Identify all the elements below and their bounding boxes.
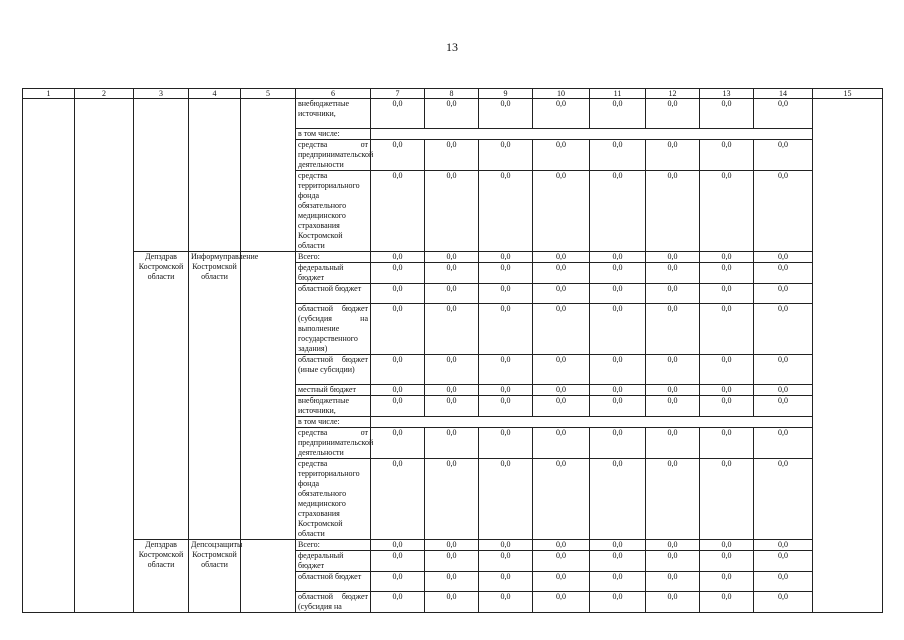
column-header: 14 xyxy=(754,89,813,99)
value-cell: 0,0 xyxy=(590,396,646,417)
value-cell: 0,0 xyxy=(590,592,646,613)
value-cell: 0,0 xyxy=(371,385,425,396)
value-cell: 0,0 xyxy=(479,572,533,592)
col1-cell xyxy=(23,99,75,613)
row-label: областной бюджет (субсидия на xyxy=(296,592,371,613)
value-cell: 0,0 xyxy=(479,171,533,252)
value-cell: 0,0 xyxy=(425,592,479,613)
value-cell: 0,0 xyxy=(479,540,533,551)
value-cell: 0,0 xyxy=(646,459,700,540)
value-cell: 0,0 xyxy=(754,263,813,284)
col15-cell xyxy=(813,99,883,613)
column-header: 11 xyxy=(590,89,646,99)
value-cell: 0,0 xyxy=(590,99,646,129)
value-cell: 0,0 xyxy=(700,304,754,355)
value-cell: 0,0 xyxy=(590,284,646,304)
value-cell: 0,0 xyxy=(754,284,813,304)
column-header: 4 xyxy=(189,89,241,99)
value-cell: 0,0 xyxy=(479,140,533,171)
value-cell: 0,0 xyxy=(425,540,479,551)
value-cell: 0,0 xyxy=(646,140,700,171)
value-cell: 0,0 xyxy=(646,572,700,592)
value-cell: 0,0 xyxy=(754,99,813,129)
table-row xyxy=(23,540,883,551)
value-cell: 0,0 xyxy=(646,99,700,129)
value-cell: 0,0 xyxy=(479,304,533,355)
value-cell: 0,0 xyxy=(425,252,479,263)
value-cell: 0,0 xyxy=(479,284,533,304)
column-header: 15 xyxy=(813,89,883,99)
value-cell: 0,0 xyxy=(479,551,533,572)
value-cell: 0,0 xyxy=(590,572,646,592)
value-cell: 0,0 xyxy=(700,99,754,129)
value-cell: 0,0 xyxy=(590,252,646,263)
value-cell: 0,0 xyxy=(533,304,590,355)
value-cell: 0,0 xyxy=(646,385,700,396)
value-cell: 0,0 xyxy=(700,540,754,551)
column-header: 13 xyxy=(700,89,754,99)
value-cell: 0,0 xyxy=(533,385,590,396)
value-cell: 0,0 xyxy=(533,171,590,252)
value-cell: 0,0 xyxy=(479,355,533,385)
value-cell: 0,0 xyxy=(425,304,479,355)
value-cell: 0,0 xyxy=(590,540,646,551)
value-cell: 0,0 xyxy=(700,263,754,284)
value-cell: 0,0 xyxy=(371,263,425,284)
value-cell: 0,0 xyxy=(479,428,533,459)
row-label: областной бюджет (иные субсидии) xyxy=(296,355,371,385)
value-cell: 0,0 xyxy=(371,99,425,129)
value-cell: 0,0 xyxy=(533,396,590,417)
value-cell: 0,0 xyxy=(371,140,425,171)
column-header: 12 xyxy=(646,89,700,99)
value-cell: 0,0 xyxy=(479,385,533,396)
col3-cell xyxy=(134,99,189,252)
value-cell: 0,0 xyxy=(533,540,590,551)
value-cell: 0,0 xyxy=(700,140,754,171)
row-label: средства территориального фонда обязательного медицинского страхования Костромской области xyxy=(296,171,371,252)
row-label: в том числе: xyxy=(296,417,371,428)
responsible-executor: Депздрав Костромской области xyxy=(134,540,189,613)
row-label: областной бюджет xyxy=(296,572,371,592)
value-cell: 0,0 xyxy=(533,551,590,572)
value-cell: 0,0 xyxy=(646,171,700,252)
co-executor: Информуправление Костромской области xyxy=(189,252,241,540)
value-cell: 0,0 xyxy=(754,540,813,551)
value-cell: 0,0 xyxy=(425,385,479,396)
value-cell: 0,0 xyxy=(590,459,646,540)
value-cell: 0,0 xyxy=(479,396,533,417)
row-label: федеральный бюджет xyxy=(296,551,371,572)
value-cell: 0,0 xyxy=(371,396,425,417)
value-cell: 0,0 xyxy=(371,171,425,252)
value-cell: 0,0 xyxy=(533,140,590,171)
row-label: областной бюджет (субсидия на выполнение государственного задания) xyxy=(296,304,371,355)
value-cell: 0,0 xyxy=(646,284,700,304)
value-cell: 0,0 xyxy=(371,540,425,551)
value-cell: 0,0 xyxy=(371,551,425,572)
value-cell: 0,0 xyxy=(754,252,813,263)
value-cell: 0,0 xyxy=(754,428,813,459)
col5-cell xyxy=(241,540,296,613)
column-header: 6 xyxy=(296,89,371,99)
value-cell: 0,0 xyxy=(754,385,813,396)
row-label: федеральный бюджет xyxy=(296,263,371,284)
value-cell: 0,0 xyxy=(590,551,646,572)
column-header: 9 xyxy=(479,89,533,99)
value-cell: 0,0 xyxy=(646,551,700,572)
value-cell: 0,0 xyxy=(754,140,813,171)
value-cell: 0,0 xyxy=(590,428,646,459)
value-cell: 0,0 xyxy=(754,171,813,252)
row-label: местный бюджет xyxy=(296,385,371,396)
value-cell: 0,0 xyxy=(425,99,479,129)
value-cell: 0,0 xyxy=(479,263,533,284)
value-cell: 0,0 xyxy=(754,355,813,385)
value-cell: 0,0 xyxy=(479,99,533,129)
value-cell: 0,0 xyxy=(371,459,425,540)
row-spacer xyxy=(371,129,813,140)
value-cell: 0,0 xyxy=(371,572,425,592)
value-cell: 0,0 xyxy=(646,355,700,385)
value-cell: 0,0 xyxy=(590,171,646,252)
value-cell: 0,0 xyxy=(533,252,590,263)
row-label: Всего: xyxy=(296,252,371,263)
value-cell: 0,0 xyxy=(425,263,479,284)
value-cell: 0,0 xyxy=(700,252,754,263)
value-cell: 0,0 xyxy=(425,355,479,385)
value-cell: 0,0 xyxy=(754,551,813,572)
value-cell: 0,0 xyxy=(646,263,700,284)
row-label: внебюджетные источники, xyxy=(296,99,371,129)
value-cell: 0,0 xyxy=(754,459,813,540)
value-cell: 0,0 xyxy=(371,252,425,263)
value-cell: 0,0 xyxy=(425,428,479,459)
row-label: средства от предпринимательской деятельности xyxy=(296,140,371,171)
page-number: 13 xyxy=(446,40,458,54)
column-header: 10 xyxy=(533,89,590,99)
value-cell: 0,0 xyxy=(700,396,754,417)
value-cell: 0,0 xyxy=(533,284,590,304)
value-cell: 0,0 xyxy=(425,396,479,417)
value-cell: 0,0 xyxy=(590,263,646,284)
co-executor: Депсоцзащиты Костромской области xyxy=(189,540,241,613)
responsible-executor: Депздрав Костромской области xyxy=(134,252,189,540)
table-row xyxy=(23,252,883,263)
col2-cell xyxy=(75,99,134,613)
value-cell: 0,0 xyxy=(533,459,590,540)
col5-cell xyxy=(241,99,296,252)
column-header: 3 xyxy=(134,89,189,99)
column-header: 7 xyxy=(371,89,425,99)
value-cell: 0,0 xyxy=(700,284,754,304)
value-cell: 0,0 xyxy=(533,428,590,459)
row-label: внебюджетные источники, xyxy=(296,396,371,417)
value-cell: 0,0 xyxy=(700,551,754,572)
value-cell: 0,0 xyxy=(646,428,700,459)
value-cell: 0,0 xyxy=(371,304,425,355)
col5-cell xyxy=(241,252,296,540)
value-cell: 0,0 xyxy=(371,428,425,459)
column-header: 2 xyxy=(75,89,134,99)
value-cell: 0,0 xyxy=(533,572,590,592)
value-cell: 0,0 xyxy=(700,428,754,459)
value-cell: 0,0 xyxy=(754,592,813,613)
value-cell: 0,0 xyxy=(533,355,590,385)
row-label: Всего: xyxy=(296,540,371,551)
value-cell: 0,0 xyxy=(700,171,754,252)
value-cell: 0,0 xyxy=(646,592,700,613)
value-cell: 0,0 xyxy=(700,592,754,613)
value-cell: 0,0 xyxy=(425,171,479,252)
value-cell: 0,0 xyxy=(700,459,754,540)
value-cell: 0,0 xyxy=(371,355,425,385)
row-spacer xyxy=(371,417,813,428)
value-cell: 0,0 xyxy=(533,263,590,284)
value-cell: 0,0 xyxy=(700,572,754,592)
row-label: средства от предпринимательской деятельности xyxy=(296,428,371,459)
value-cell: 0,0 xyxy=(425,459,479,540)
value-cell: 0,0 xyxy=(533,99,590,129)
value-cell: 0,0 xyxy=(754,396,813,417)
row-label: в том числе: xyxy=(296,129,371,140)
value-cell: 0,0 xyxy=(371,592,425,613)
value-cell: 0,0 xyxy=(646,252,700,263)
value-cell: 0,0 xyxy=(479,252,533,263)
row-label: областной бюджет xyxy=(296,284,371,304)
value-cell: 0,0 xyxy=(590,304,646,355)
value-cell: 0,0 xyxy=(590,355,646,385)
column-header: 5 xyxy=(241,89,296,99)
table-row xyxy=(23,99,883,129)
value-cell: 0,0 xyxy=(425,140,479,171)
value-cell: 0,0 xyxy=(425,551,479,572)
column-header: 8 xyxy=(425,89,479,99)
header-row xyxy=(23,89,883,99)
value-cell: 0,0 xyxy=(754,572,813,592)
value-cell: 0,0 xyxy=(700,355,754,385)
value-cell: 0,0 xyxy=(479,459,533,540)
value-cell: 0,0 xyxy=(590,140,646,171)
value-cell: 0,0 xyxy=(590,385,646,396)
value-cell: 0,0 xyxy=(646,396,700,417)
value-cell: 0,0 xyxy=(533,592,590,613)
value-cell: 0,0 xyxy=(646,540,700,551)
value-cell: 0,0 xyxy=(646,304,700,355)
row-label: средства территориального фонда обязательного медицинского страхования Костромской области xyxy=(296,459,371,540)
value-cell: 0,0 xyxy=(425,284,479,304)
col4-cell xyxy=(189,99,241,252)
value-cell: 0,0 xyxy=(754,304,813,355)
column-header: 1 xyxy=(23,89,75,99)
value-cell: 0,0 xyxy=(700,385,754,396)
budget-table xyxy=(22,88,883,613)
value-cell: 0,0 xyxy=(371,284,425,304)
value-cell: 0,0 xyxy=(425,572,479,592)
value-cell: 0,0 xyxy=(479,592,533,613)
